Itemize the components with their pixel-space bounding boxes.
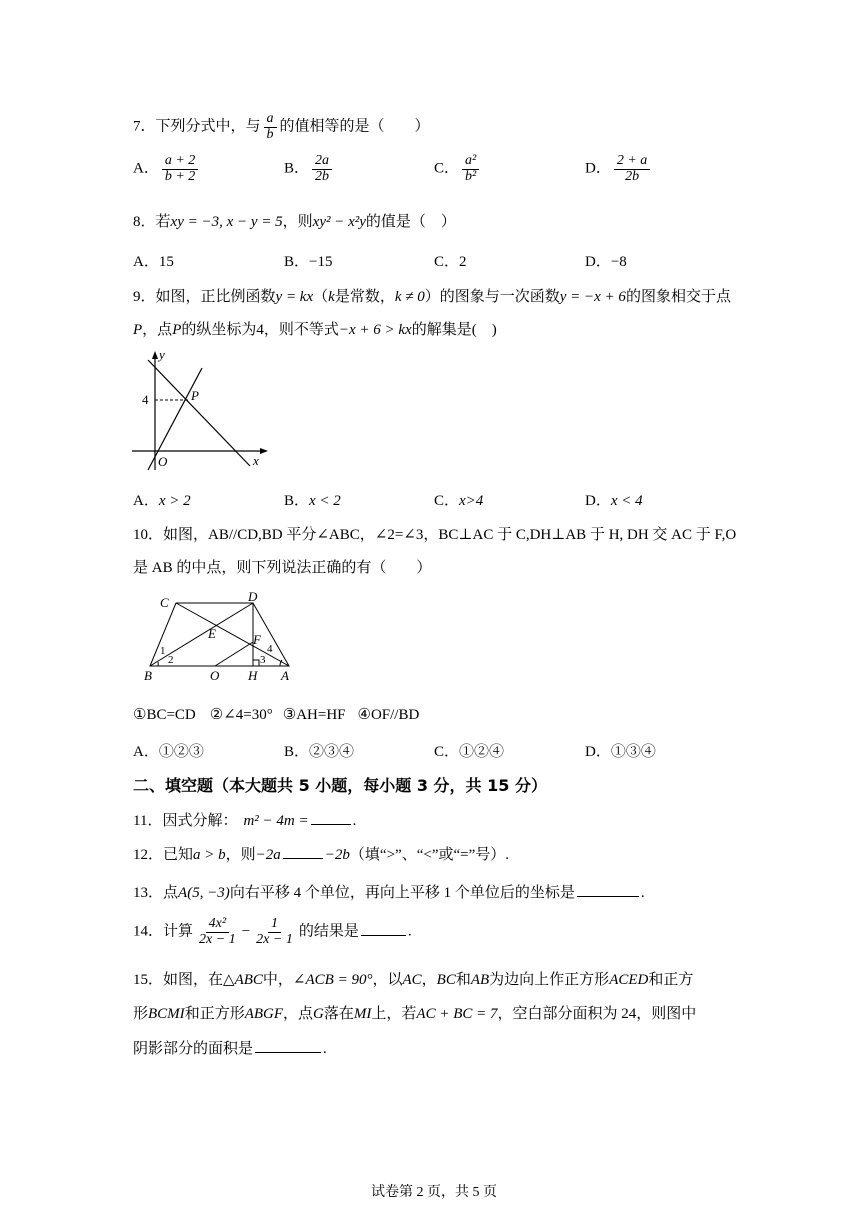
q7-option-d: D． $\frac{2 + a}{2b}$ <box>585 154 653 184</box>
q10-option-d: D．①③④ <box>585 744 656 760</box>
q13: 13．点A(5, −3)向右平移 4 个单位，再向上平移 1 个单位后的坐标是 . <box>133 885 645 901</box>
q8-option-a: A．15 <box>133 254 174 270</box>
q8-option-d: D．−8 <box>585 254 627 270</box>
q9-y-label: y <box>159 348 165 362</box>
q9-option-a: A．x > 2 <box>133 493 191 509</box>
q10-option-b: B．②③④ <box>284 744 355 760</box>
q10-statement-3: ③AH=HF <box>282 707 346 723</box>
q9-option-d: D．x < 4 <box>585 493 643 509</box>
q9-stem-line2: P，点P的纵坐标为4，则不等式−x + 6 > kx的解集是( ) <box>133 322 497 338</box>
q7-ref-fraction: $\frac{a}{b}$ <box>264 112 277 142</box>
q9-origin-label: O <box>158 454 168 469</box>
q10-figure <box>140 590 300 685</box>
q13-answer-blank[interactable] <box>577 895 639 897</box>
q10-label-c: C <box>160 595 169 610</box>
q15-line3: 阴影部分的面积是 . <box>133 1041 327 1057</box>
q10-angle-2: 2 <box>168 654 174 666</box>
q8-option-b: B．−15 <box>284 254 333 270</box>
q15-line1: 15．如图，在△ABC中，∠ACB = 90°，以AC，BC和AB为边向上作正方形ACED和正方 <box>133 972 694 988</box>
q10-statement-1: ①BC=CD <box>133 707 196 723</box>
q10-statement-4: ④OF//BD <box>357 707 420 723</box>
q9-stem-line1: 9．如图，正比例函数y = kx（k是常数，k ≠ 0）的图象与一次函数y = −x + 6的图象相交于点 <box>133 289 731 305</box>
q10-label-h: H <box>248 668 258 683</box>
q15-answer-blank[interactable] <box>255 1051 321 1053</box>
q15-line2: 形BCMI和正方形ABGF，点G落在MI上，若AC + BC = 7，空白部分面积为 24，则图中 <box>133 1006 697 1022</box>
q7-option-a: A． $\frac{a + 2}{b + 2}$ <box>133 154 201 184</box>
q12: 12．已知a > b，则−2a −2b（填“>”、“<”或“=”号）. <box>133 847 509 863</box>
q11-answer-blank[interactable] <box>311 823 351 825</box>
q10-angle-3: 3 <box>260 654 266 666</box>
q12-answer-blank[interactable] <box>283 857 323 859</box>
q11: 11．因式分解： m² − 4m = . <box>133 813 357 829</box>
q9-point-p-label: P <box>191 388 199 403</box>
q10-label-d: D <box>248 590 258 604</box>
q10-label-a: A <box>281 668 289 683</box>
q10-label-o: O <box>210 668 220 683</box>
q10-statement-2: ②∠4=30° <box>209 707 273 723</box>
q10-label-b: B <box>144 668 152 683</box>
q9-tick-4: 4 <box>142 392 149 407</box>
q8-option-c: C．2 <box>434 254 467 270</box>
q10-stem-line1: 10．如图，AB//CD,BD 平分∠ABC，∠2=∠3，BC⊥AC 于 C,DH⊥AB 于 H, DH 交 AC 于 F,O <box>133 527 737 543</box>
q10-option-a: A．①②③ <box>133 744 204 760</box>
page-footer: 试卷第 2 页，共 5 页 <box>371 1185 497 1200</box>
q7-option-b: B． $\frac{2a}{2b}$ <box>284 154 335 184</box>
q8-stem: 8．若xy = −3, x − y = 5，则xy² − x²y的值是（ ） <box>133 214 456 230</box>
q14: 14．计算 $\frac{\text{4x²}}{2x - 1}$ − $\frac{1}{2x - 1}$ 的结果是 . <box>133 916 412 947</box>
q14-answer-blank[interactable] <box>361 934 406 936</box>
q9-graph <box>128 348 273 473</box>
q9-option-c: C．x>4 <box>434 493 484 509</box>
q10-option-c: C．①②④ <box>434 744 505 760</box>
q10-statements <box>133 705 419 724</box>
q7-option-c: C． $\frac{\text{a²}}{\text{b²}}$ <box>434 154 482 184</box>
q10-angle-4: 4 <box>267 643 273 655</box>
section-heading: 二、填空题（本大题共 5 小题，每小题 3 分，共 15 分） <box>133 776 547 795</box>
q10-stem-line2: 是 AB 的中点，则下列说法正确的有（ ） <box>133 560 432 576</box>
q9-option-b: B．x < 2 <box>284 493 341 509</box>
q10-label-f: F <box>253 632 261 647</box>
q10-angle-1: 1 <box>160 645 166 657</box>
q7-stem: 7．下列分式中，与 $\frac{a}{b}$ 的值相等的是（ ） <box>133 111 430 142</box>
q10-label-e: E <box>208 626 216 641</box>
q9-x-label: x <box>253 453 259 468</box>
